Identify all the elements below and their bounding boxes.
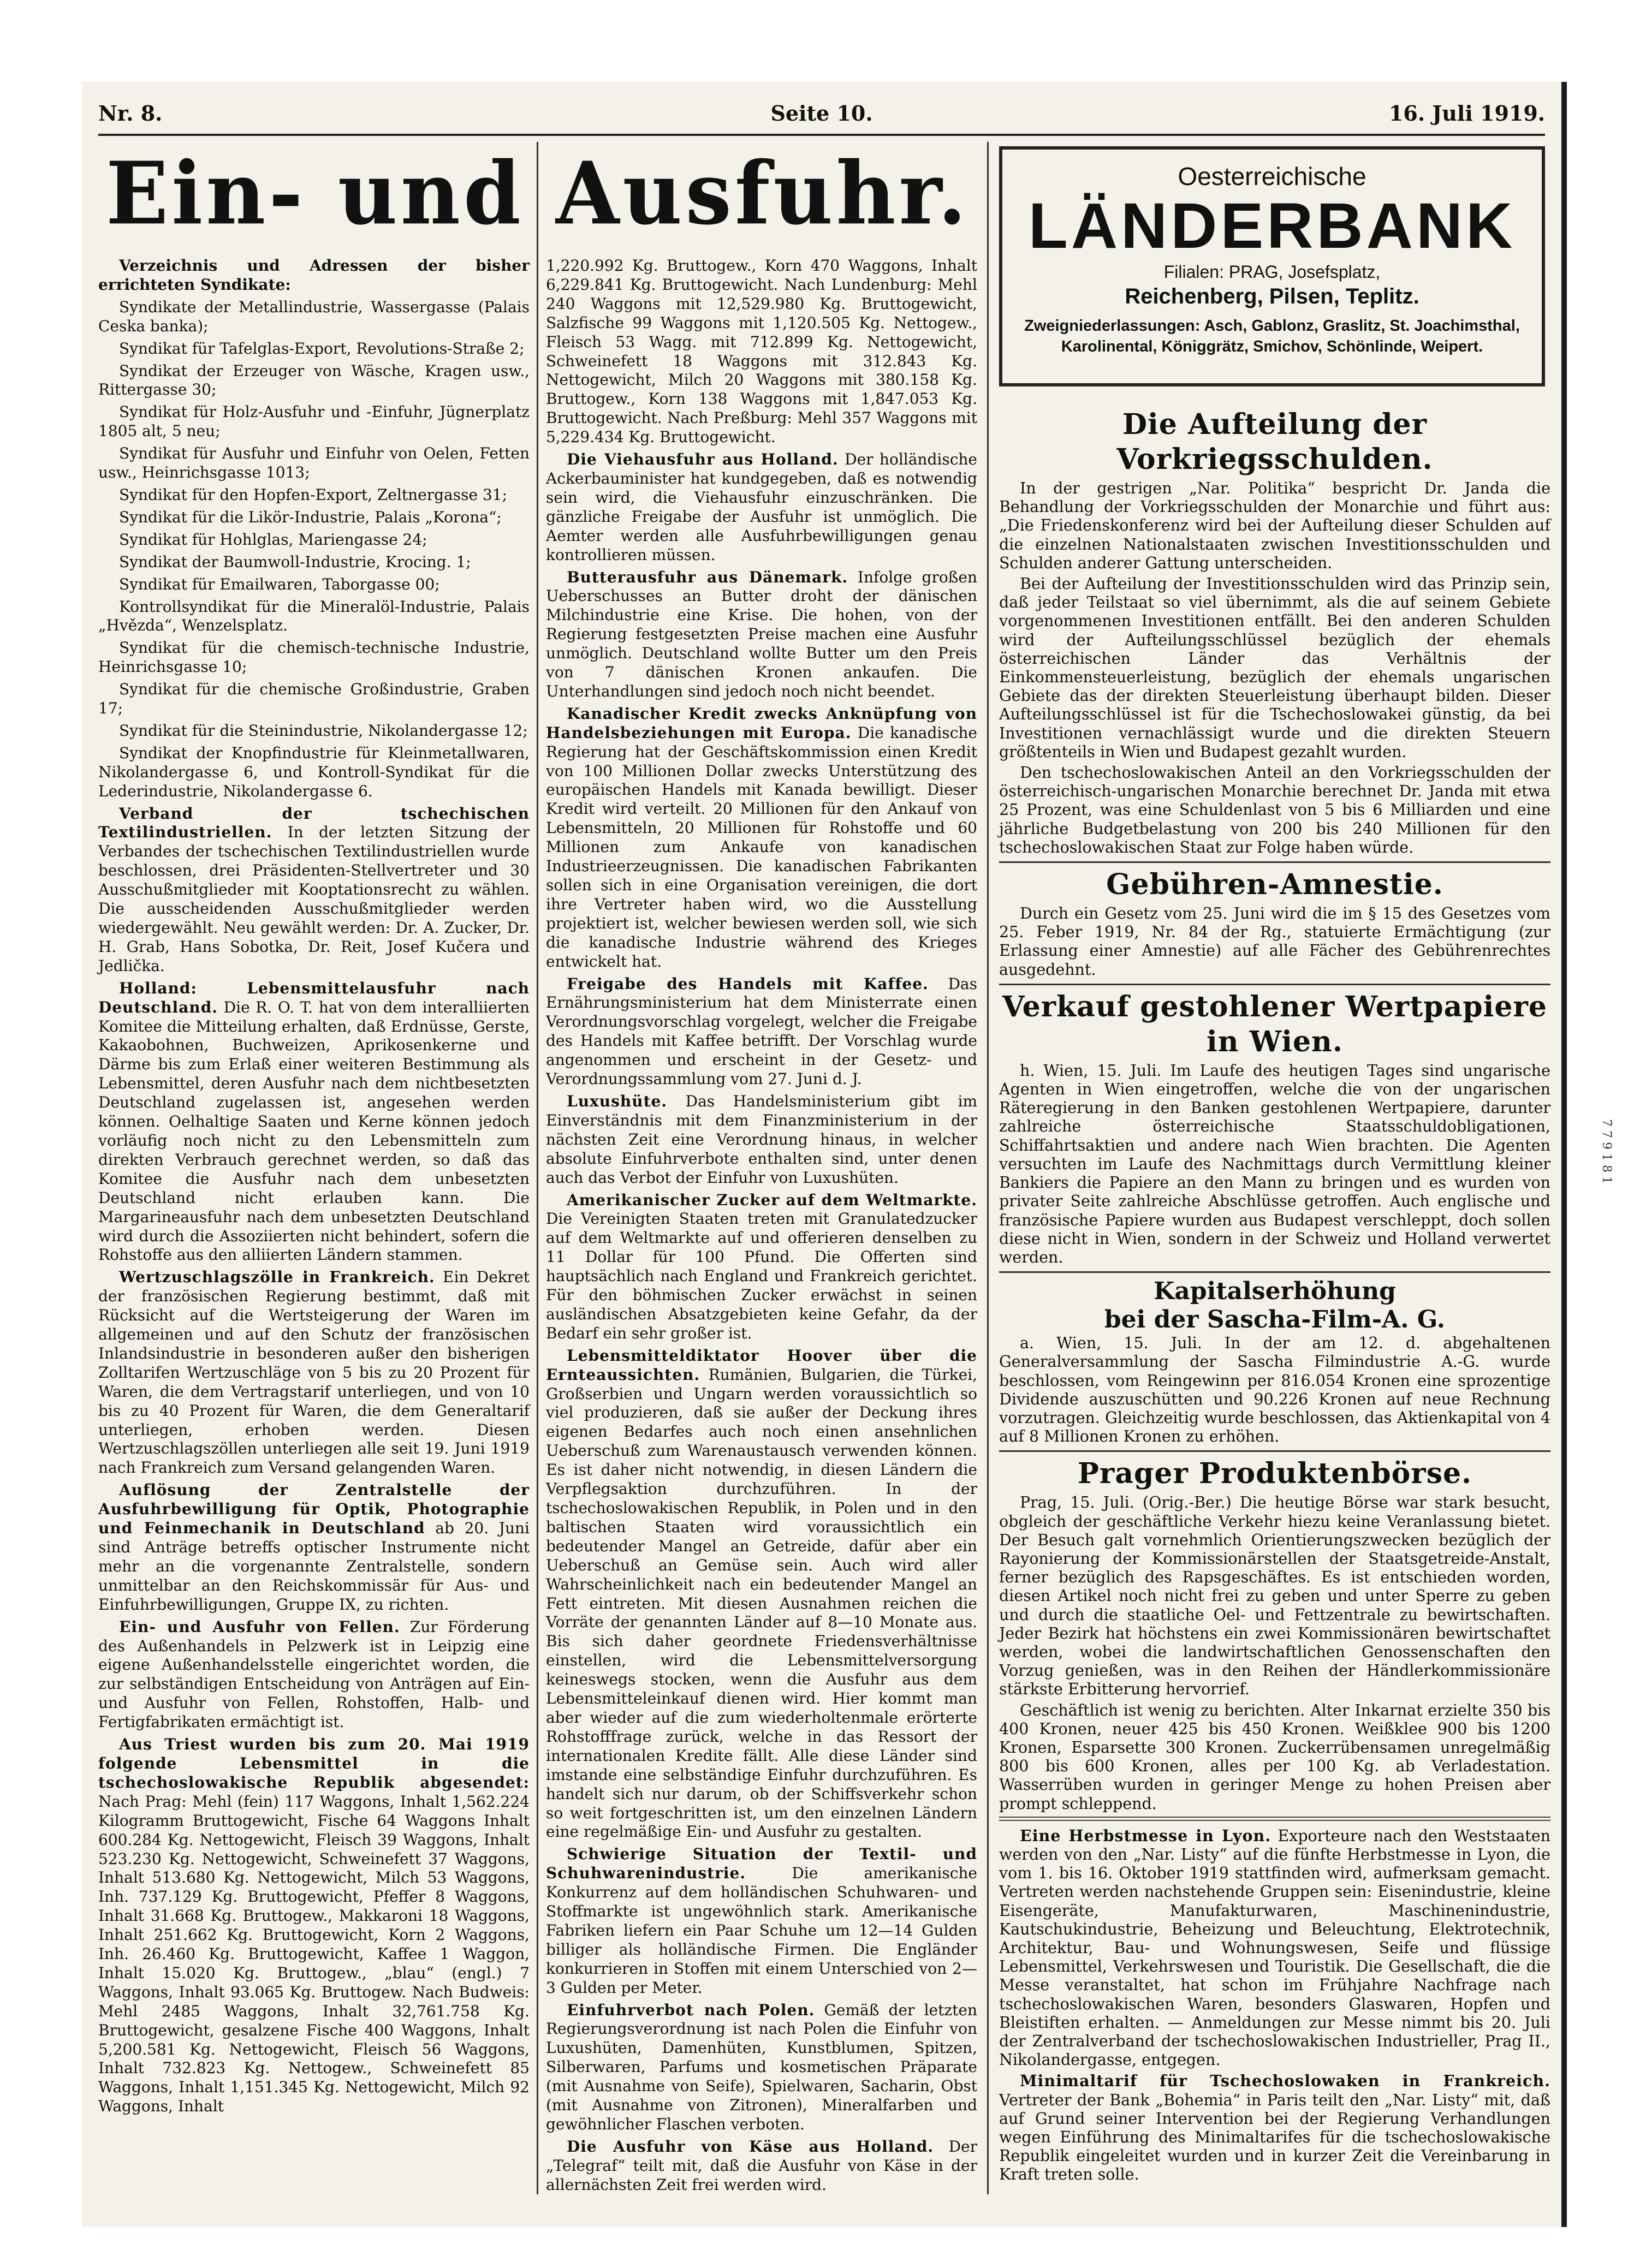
issue-number: Nr. 8.	[98, 101, 163, 126]
syndicate-entry: Syndikat der Knopfindustrie für Kleinmetallwaren, Nikolandergasse 6, und Kontroll-Syndikat für die Lederindustrie, Nikolandergasse 6.	[98, 743, 530, 800]
article-lyon: Eine Herbstmesse in Lyon. Exporteure nach den Weststaaten werden von den „Nar. Listy“ auf die fünfte Herbstmesse in Lyon, die vom 1. bis 16. Oktober 1919 stattfinden wird, aufmerksam gemacht. Vertreten werden nachstehende Gruppen sein: Eisenindustrie, kleine Eisengeräte, Manufakturwaren, Maschinenindustrie, Kautschukindustrie, Beheizung und Beleuchtung, Elektrotechnik, Architektur, Bau- und Wohnungswesen, Seife und flüssige Lebensmittel, Verkehrswesen und Touristik. Die Gesellschaft, die die Messe veranstaltet, hat schon im Frühjahre Nachfrage nach tschechoslowakischen Waren, besonders Glaswaren, Hopfen und Bleistiften erhalten. — Anmeldungen zur Messe nimmt bis 20. Juli der Zentralverband der tschechoslowakischen Industrieller, Prag II., Nikolandergasse, entgegen.	[999, 1826, 1550, 2069]
article-textile-shoes: Schwierige Situation der Textil- und Schuhwarenindustrie. Die amerikanische Konkurrenz auf dem holländischen Schuhwaren- und Stoffmarkte ist ungewöhnlich stark. Amerikanische Fabriken liefern ein Paar Schuhe um 12—14 Gulden billiger als holländische Firmen. Die Engländer konkurrieren in Stoffen mit einem Unterschied von 2—3 Gulden per Meter.	[546, 1845, 977, 1997]
margin-mark: 7 7 9 1 8 1	[1600, 1119, 1613, 1184]
section-title-securities: Verkauf gestohlener Wertpapiere in Wien.	[1002, 990, 1547, 1058]
paragraph: Durch ein Gesetz vom 25. Juni wird die im § 15 des Gesetzes vom 25. Feber 1919, Nr. 84 der Rg., statuierte Ermächtigung (zur Erlassung einer Amnestie) auf alle Fächer des Gebührenrechtes ausgedehnt.	[999, 904, 1550, 979]
ad-filialen: Filialen: PRAG, Josefsplatz,	[1163, 262, 1381, 282]
column-a	[98, 257, 530, 2120]
ad-bank-name: LÄNDERBANK	[1028, 190, 1516, 262]
article-sugar: Amerikanischer Zucker auf dem Weltmarkte. Die Vereinigten Staaten treten mit Granulatedzucker auf dem Weltmarkte auf und offerieren denselben zu 11 Dollar für 100 Pfund. Die Offerten sind hauptsächlich nach England und Frankreich gerichtet. Für den böhmischen Zucker erwächst in seinen ausländischen Absatzgebieten keine Gefahr, da der Bedarf ein sehr großer ist.	[546, 1190, 977, 1342]
issue-date: 16. Juli 1919.	[1388, 101, 1545, 126]
paragraph: Den tschechoslowakischen Anteil an den Vorkriegsschulden der österreichisch-ungarischen Monarchie berechnet Dr. Janda mit etwa 25 Prozent, was eine Schuldenlast von 5 bis 6 Milliarden und eine jährliche Budgetbelastung von 200 bis 240 Millionen für den tschechoslowakischen Staat zur Folge haben würde.	[999, 764, 1550, 856]
syndicate-entry: Syndikat für den Hopfen-Export, Zeltnergasse 31;	[119, 485, 508, 504]
section-title-exchange: Prager Produktenbörse.	[1077, 1457, 1472, 1491]
page-number: Seite 10.	[770, 101, 873, 126]
section-title-amnesty: Gebühren-Amnestie.	[1106, 868, 1443, 902]
section-rule	[999, 984, 1550, 985]
paragraph: In der gestrigen „Nar. Politika“ bespricht Dr. Janda die Behandlung der Vorkriegsschulden der Monarchie und führt aus: „Die Friedenskonferenz wird bei der Aufteilung dieser Schulden auf die einzelnen Nationalstaaten zwischen Investitionsschulden und Schulden anderer Gattung unterscheiden.	[999, 479, 1550, 572]
article-optics: Auflösung der Zentralstelle der Ausfuhrbewilligung für Optik, Photographie und Feinmechanik in Deutschland ab 20. Juni sind Anträge betreffs optischer Instrumente nicht mehr an die vorgenannte Zentralstelle, sondern unmittelbar an den Reichskommissär für Aus- und Einfuhrbewilligungen, Gruppe IX, zu richten.	[98, 1481, 530, 1614]
double-rule	[999, 1817, 1550, 1821]
syndicate-entry: Syndikat der Baumwoll-Industrie, Krocing. 1;	[119, 552, 471, 571]
triest-continued: 1,220.992 Kg. Bruttogew., Korn 470 Waggons, Inhalt 6,229.841 Kg. Bruttogewicht. Nach Lundenburg: Mehl 240 Waggons mit 12,529.980 Kg. Bruttogewicht, Salzfische 99 Waggons mit 1,120.505 Kg. Nettogew., Fleisch 53 Wagg. mit 712.899 Kg. Nettogewicht, Schweinefett 18 Waggons mit 312.843 Kg. Nettogewicht, Milch 20 Waggons mit 380.158 Kg. Bruttogew., Korn 138 Waggons mit 1,847.053 Kg. Bruttogewicht. Nach Preßburg: Mehl 357 Waggons mit 5,229.434 Kg. Bruttogewicht.	[546, 257, 977, 447]
article-lead: Aus Triest wurden bis zum 20. Mai 1919 folgende Lebensmittel in die tschechoslowakische Republik abgesendet:	[98, 1735, 530, 1791]
article-poland: Einfuhrverbot nach Polen. Gemäß der letzten Regierungsverordnung ist nach Polen die Einfuhr von Luxushüten, Damenhüten, Kunstblumen, Spitzen, Silberwaren, Parfums und kosmetischen Präparate (mit Ausnahme von Seife), Spielwaren, Sacharin, Obst (mit Ausnahme von Zitronen), Mineralfarben und gewöhnlicher Flaschen verboten.	[546, 2001, 977, 2133]
column-c	[999, 404, 1550, 2187]
syndicate-entry: Syndikat für die chemische Großindustrie, Graben 17;	[98, 680, 530, 718]
ad-top-line: Oesterreichische	[1178, 162, 1366, 191]
syndicate-entry: Syndikat für Emailwaren, Taborgasse 00;	[119, 575, 440, 593]
syndicate-entry: Syndikat der Erzeuger von Wäsche, Kragen usw., Rittergasse 30;	[98, 361, 530, 399]
syndicate-entry: Syndikat für Tafelglas-Export, Revolutions-Straße 2;	[119, 339, 525, 358]
article-textile: Verband der tschechischen Textilindustriellen. In der letzten Sitzung der Verbandes der tschechischen Textilindustriellen wurde beschlossen, drei Präsidenten-Stellvertreter und 30 Ausschußmitglieder mit Kooptationsrecht zu wählen. Die ausscheidenden Ausschußmitglieder werden wiedergewählt. Neu gewählt werden: Dr. A. Zucker, Dr. H. Grab, Hans Sobotka, Dr. Reit, Josef Kučera und Jedlička.	[98, 804, 530, 975]
syndicate-entry: Syndikat für die chemisch-technische Industrie, Heinrichsgasse 10;	[98, 639, 530, 676]
paragraph: Bei der Aufteilung der Investitionsschulden wird das Prinzip sein, daß jeder Teilstaat so viel übernimmt, als die auf seinem Gebiete vorgenommenen Investitionen entfällt. Bei den anderen Schulden wird der Aufteilungsschlüssel bezüglich der ehemals österreichischen Länder das Verhältnis der Einkommensteuerleistung, bezüglich der ehemals ungarischen Gebiete das der direkten Steuerleistung überhaupt bilden. Dieser Aufteilungsschlüssel ist für die Tschechoslowakei günstig, da bei Investitionen vernachlässigt wurde und die direkten Steuern größtenteils in Wien und Budapest gezahlt wurden.	[999, 575, 1550, 761]
article-holland-food: Holland: Lebensmittelausfuhr nach Deutschland. Die R. O. T. hat von dem interalliierten Komitee die Mitteilung erhalten, daß Erdnüsse, Gerste, Kakaobohnen, Buchweizen, Aprikosenkerne und Därme bis zum Erlaß einer weiteren Bestimmung als Lebensmittel, deren Ausfuhr nach dem nichtbesetzten Deutschland zugelassen ist, angesehen werden können. Oelhaltige Saaten und Kerne können jedoch vorläufig noch nicht zu den Lebensmitteln zum direkten Verbrauch gerechnet werden, so daß das Komitee die Ausfuhr nach dem unbesetzten Deutschland nicht erlauben kann. Die Margarineausfuhr nach dem unbesetzten Deutschland wird durch die Assoziierten nicht behindert, sofern die Rohstoffe aus den alliierten Ländern stammen.	[98, 979, 530, 1264]
laenderbank-advertisement	[999, 146, 1545, 386]
syndicates-heading: Verzeichnis und Adressen der bisher errichteten Syndikate:	[98, 257, 530, 294]
section-rule	[999, 1450, 1550, 1452]
syndicate-entry: Kontrollsyndikat für die Mineralöl-Industrie, Palais „Hvězda“, Wenzelsplatz.	[98, 597, 530, 635]
article-triest: Aus Triest wurden bis zum 20. Mai 1919 folgende Lebensmittel in die tschechoslowakische Republik abgesendet: Nach Prag: Mehl (fein) 117 Waggons, Inhalt 1,562.224 Kilogramm Bruttogewicht, Fische 64 Waggons Inhalt 600.284 Kg. Nettogewicht, Fleisch 39 Waggons, Inhalt 523.230 Kg. Nettogewicht, Schweinefett 37 Waggons, Inhalt 513.680 Kg. Nettogewicht, Milch 53 Waggons, Inh. 737.129 Kg. Bruttogewicht, Pfeffer 8 Waggons, Inhalt 31.668 Kg. Bruttogew., Makkaroni 18 Waggons, Inhalt 251.662 Kg. Bruttogewicht, Korn 2 Waggons, Inh. 26.460 Kg. Bruttogewicht, Kaffee 1 Waggon, Inhalt 15.020 Kg. Bruttogew., „blau“ (engl.) 7 Waggons, Inhalt 93.065 Kg. Bruttogew. Nach Budweis: Mehl 2485 Waggons, Inhalt 32,761.758 Kg. Bruttogewicht, gesalzene Fische 400 Waggons, Inhalt 5,200.581 Kg. Nettogewicht, Fleisch 56 Waggons, Inhalt 732.823 Kg. Nettogew., Schweinefett 85 Waggons, Inhalt 1,151.345 Kg. Nettogewicht, Milch 92 Waggons, Inhalt	[98, 1735, 530, 2116]
paragraph: a. Wien, 15. Juli. In der am 12. d. abgehaltenen Generalversammlung der Sascha Filmindustrie A.-G. wurde beschlossen, vom Reingewinn per 816.054 Kronen eine sprozentige Dividende auszuschütten und 90.226 Kronen auf neue Rechnung vorzutragen. Gleichzeitig wurde beschlossen, das Aktienkapital von 4 auf 8 Millionen Kronen zu erhöhen.	[999, 1334, 1550, 1446]
paragraph: h. Wien, 15. Juli. Im Laufe des heutigen Tages sind ungarische Agenten in Wien eingetroffen, welche die von der ungarischen Räteregierung in den Banken gestohlenen Wertpapiere, darunter zahlreiche österreichische Staatsschuldobligationen, Schiffahrtsaktien und andere nach Wien brachten. Die Agenten versuchten im Laufe des Nachmittags durch Vermittlung kleiner Bankiers die Papiere an den Mann zu bringen und es wurden von privater Seite zahlreiche Abschlüsse getroffen. Auch englische und französische Papiere wurden aus Budapest verschleppt, doch sollen diese nicht in Wien, sondern in der Schweiz und Holland verwertet werden.	[999, 1061, 1550, 1266]
syndicate-entry: Syndikat für die Likör-Industrie, Palais „Korona“;	[119, 508, 502, 526]
article-hats: Luxushüte. Das Handelsministerium gibt im Einverständnis mit dem Finanzministerium in der nächsten Zeit eine Verordnung hinaus, in welcher absolute Einfuhrverbote enthalten sind, unter denen auch das Verbot der Einfuhr von Luxushüten.	[546, 1092, 977, 1187]
article-furs: Ein- und Ausfuhr von Fellen. Zur Förderung des Außenhandels in Pelzwerk ist in Leipzig eine eigene Außenhandelsstelle eingerichtet worden, die zur selbständigen Entscheidung von Anträgen auf Ein- und Ausfuhr von Fellen, Rohstoffen, Halb- und Fertigfabrikaten ermächtigt ist.	[98, 1617, 530, 1731]
column-rule-1	[537, 142, 538, 2194]
article-lead: Auflösung der Zentralstelle der Ausfuhrbewilligung für Optik, Photographie und Feinmechanik in Deutschland	[98, 1481, 530, 1538]
article-coffee: Freigabe des Handels mit Kaffee. Das Ernährungsministerium hat dem Ministerrate einen Verordnungsvorschlag vorgelegt, welcher die Freigabe des Handels mit Kaffee betrifft. Der Vorschlag wurde angenommen und erscheint in der Gesetz- und Verordnungssammlung vom 27. Juni d. J.	[546, 974, 977, 1088]
ad-branches: Zweigniederlassungen: Asch, Gablonz, Graslitz, St. Joachimsthal, Karolinental, Königgrätz, Smichov, Schönlinde, Weipert.	[1024, 317, 1520, 355]
header-rule	[98, 134, 1545, 136]
article-butter: Butterausfuhr aus Dänemark. Infolge großen Ueberschusses an Butter droht der dänischen Milchindustrie eine Krise. Die hohen, von der Regierung festgesetzten Preise machen eine Ausfuhr unmöglich. Deutschland wollte Butter um den Preis von 7 dänischen Kronen ankaufen. Die Unterhandlungen sind jedoch noch nicht beendet.	[546, 568, 977, 700]
article-lead: Wertzuschlagszölle in Frankreich.	[119, 1268, 435, 1287]
syndicate-entry: Syndikat für Ausfuhr und Einfuhr von Oelen, Fetten usw., Heinrichsgasse 1013;	[98, 444, 530, 482]
article-minimal-tariff: Minimaltarif für Tschechoslowaken in Frankreich. Vertreter der Bank „Bohemia“ in Paris teilt den „Nar. Listy“ mit, daß auf Grund seiner Intervention bei der Regierung Verhandlungen wegen Einführung des Minimaltarifes für die tschechoslowakische Republik eingeleitet wurden und in kurzer Zeit die Vereinbarung in Kraft treten solle.	[999, 2071, 1550, 2184]
syndicate-entry: Syndikat für Hohlglas, Mariengasse 24;	[119, 530, 427, 549]
paragraph: Geschäftlich ist wenig zu berichten. Alter Inkarnat erzielte 350 bis 400 Kronen, neuer 425 bis 450 Kronen. Weißklee 900 bis 1200 Kronen, Esparsette 300 Kronen. Zuckerrübensamen unregelmäßig 800 bis 600 Kronen, alles per 100 Kg. ab Verladestation. Wasserrüben wurden in geringer Menge zu hohen Preisen aber prompt schleppend.	[999, 1701, 1550, 1813]
article-hoover: Lebensmitteldiktator Hoover über die Ernteaussichten. Rumänien, Bulgarien, die Türkei, Großserbien und Ungarn werden voraussichtlich so viel produzieren, daß sie außer der Deckung ihres eigenen Bedarfes auch noch einen ansehnlichen Ueberschuß zum Warenaustausch verwenden können. Es ist daher nicht notwendig, in diesen Ländern die Verpflegsaktion durchzuführen. In der tschechoslowakischen Republik, in Polen und in den baltischen Staaten wird voraussichtlich ein bedeutender Mangel an Getreide, dafür aber ein Ueberschuß an Gemüse sein. Auch wird aller Wahrscheinlichkeit nach ein bedeutender Mangel an Fett eintreten. Mit diesen Ausnahmen reichen die Vorräte der genannten Länder auf 8—10 Monate aus. Bis sich daher geordnete Friedensverhältnisse einstellen, wird die Lebensmittelversorgung keineswegs stocken, wenn die Ausfuhr aus dem Lebensmitteleinkauf dienen wird. Hier kommt man aber wieder auf die zum wiederholtenmale erörterte Rohstofffrage zurück, welche in das Ressort der internationalen Kredite fällt. Alle diese Länder sind imstande eine selbständige Einfuhr durchzuführen. Es handelt sich nur darum, ob der Schiffsverkehr schon so weit fortgeschritten ist, um den einzelnen Ländern eine regelmäßige Ein- und Ausfuhr zu gestalten.	[546, 1346, 977, 1841]
section-rule	[999, 861, 1550, 863]
section-title-capital: Kapitalserhöhung	[1154, 1277, 1396, 1306]
article-cattle: Die Viehausfuhr aus Holland. Der holländische Ackerbauminister hat kundgegeben, daß es notwendig sein wird, die Viehausfuhr einzuschränken. Die gänzliche Freigabe der Ausfuhr ist unmöglich. Die Aemter werden alle Ausfuhrbewilligungen genau kontrollieren müssen.	[546, 450, 977, 564]
page-header	[98, 101, 1545, 131]
section-subtitle-sascha: bei der Sascha-Film-A. G.	[1104, 1306, 1446, 1334]
article-lead: Holland: Lebensmittelausfuhr nach Deutschland.	[98, 979, 530, 1016]
article-lead: Ein- und Ausfuhr von Fellen.	[119, 1617, 400, 1636]
section-rule	[999, 1271, 1550, 1273]
syndicate-entry: Syndikate der Metallindustrie, Wassergasse (Palais Ceska banka);	[98, 297, 530, 335]
newspaper-page	[82, 82, 1567, 2227]
paragraph: Prag, 15. Juli. (Orig.-Ber.) Die heutige Börse war stark besucht, obgleich der geschäftliche Verkehr hiezu keine Veranlassung bietet. Der Besuch galt vornehmlich Orientierungszwecken bezüglich der Rayonierung der Kommissionärstellen der Staatsgetreide-Anstalt, ferner bezüglich des Rapsgeschäftes. Es ist entschieden worden, diesen Artikel noch nicht frei zu geben und unter Sperre zu geben und durch die staatliche Oel- und Fettzentrale zu bewirtschaften. Jeder Bezirk hat höchstens ein zwei Kommissionären bewirtschaftet werden, wobei die landwirtschaftlichen Genossenschaften den Vorzug genießen, was in den Reihen der Händlerkommissionäre stärkste Erbitterung hervorrief.	[999, 1493, 1550, 1699]
column-rule-2	[987, 142, 989, 2194]
article-canada: Kanadischer Kredit zwecks Anknüpfung von Handelsbeziehungen mit Europa. Die kanadische Regierung hat der Geschäftskommission einen Kredit von 100 Millionen Dollar zwecks Unterstützung des europäischen Handels mit Kanada bewilligt. Dieser Kredit wird verteilt. 20 Millionen für den Ankauf von Lebensmitteln, 20 Millionen für Rohstoffe und 60 Millionen zum Ankaufe von kanadischen Industrieerzeugnissen. Die kanadischen Fabrikanten sollen sich in eine Organisation vereinigen, die dort ihre Vertreter haben wird, wo die Ausstellung projektiert ist, welcher bewiesen werden soll, wie sich die kanadische Industrie während des Krieges entwickelt hat.	[546, 704, 977, 971]
column-b	[546, 257, 977, 2198]
ad-cities: Reichenberg, Pilsen, Teplitz.	[1125, 284, 1419, 308]
syndicate-entry: Syndikat für Holz-Ausfuhr und -Einfuhr, Jügnerplatz 1805 alt, 5 neu;	[98, 403, 530, 440]
section-title-debts: Die Aufteilung der Vorkriegsschulden.	[1116, 408, 1433, 476]
article-lead: Verband der tschechischen Textilindustriellen.	[98, 804, 530, 842]
syndicate-entry: Syndikat für die Steinindustrie, Nikolandergasse 12;	[119, 721, 528, 740]
article-cheese: Die Ausfuhr von Käse aus Holland. Der „Telegraf“ teilt mit, daß die Ausfuhr von Käse in der allernächsten Zeit frei werden wird.	[546, 2137, 977, 2194]
main-title: Ein- und Ausfuhr.	[105, 143, 970, 245]
article-france-tariff: Wertzuschlagszölle in Frankreich. Ein Dekret der französischen Regierung bestimmt, daß mit Rücksicht auf die Wertsteigerung der Waren im allgemeinen und auf den Schutz der französischen Inlandsindustrie in besonderen außer den bisherigen Zolltarifen Wertzuschläge von 5 bis zu 20 Prozent für Waren, die dem Vertragstarif unterliegen, und von 10 bis zu 40 Prozent für Waren, die dem Generaltarif unterliegen, erhoben werden. Diesen Wertzuschlagszöllen unterliegen alle seit 19. Juni 1919 nach Frankreich zum Versand gelangenden Waren.	[98, 1268, 530, 1477]
